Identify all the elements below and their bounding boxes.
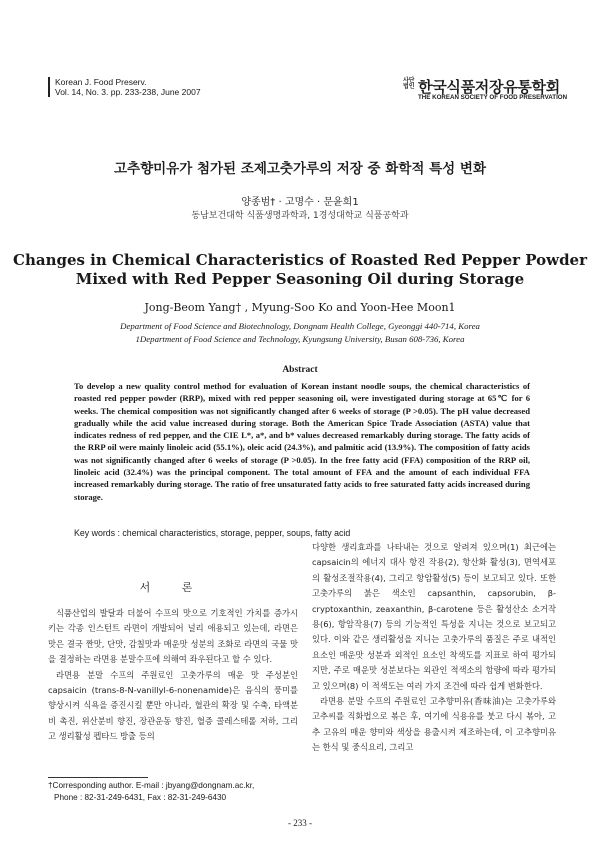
abstract-heading: Abstract — [282, 365, 318, 375]
abstract-text: To develop a new quality control method for evaluation of Korean instant noodle soups, the chemical characteristics of roasted red pepper powder (RRP), mixed with red pepper seasoning oil, were investigated during storage at 65℃ for 6 weeks. The chemical composition was not significantly changed after 6 weeks of storage (P >0.05). The pH value decreased gradually while the acid value increased during storage. Both the American Spice Trade Association (ASTA) value that indicates redness of red pepper, and the CIE L*, a*, and b* values decreased remarkably during storage. The fatty acids of the RRP oil were mainly linoleic acid (55.1%), oleic acid (24.3%), and palmitic acid (13.9%). The composition of fatty acids was not significantly changed after 6 weeks of storage (P >0.05). In the free fatty acid (FFA) composition of the RRP oil, linoleic acid (32.4%) was the principal component. The total amount of FFA and the amount of each individual FFA increased remarkably during storage. The ratio of free unsaturated fatty acids to free saturated fatty acids increased during storage. — [74, 381, 530, 502]
paragraph: 다양한 생리효과를 나타내는 것으로 알려져 있으며(1) 최근에는 capsaicin의 에너지 대사 항진 작용(2), 항산화 활성(3), 면역세포의 활성조절작용(4), 그리고 항암활성(5) 등이 보고되고 있다. 또한 고춧가루의 붉은 색소인 capsanthin, capsorubin, β-cryptoxanthin, zeaxanthin, β-carotene 등은 활성산소 소거작용(6), 항암작용(7) 등의 기능적인 특성을 지니는 것으로 보고되고 있다. 이와 같은 생리활성을 지니는 고춧가루의 품질은 주로 내적인 요소인 매운맛 성분과 외적인 요소인 착색도를 지표로 하여 평가되지만, 주로 매운맛 성분보다는 외관인 적색소의 함량에 따라 평가되고 있으며(8) 이 적색도는 여러 가지 조건에 따라 쉽게 변화한다. — [312, 542, 556, 691]
english-affiliation — [0, 320, 600, 346]
english-title — [0, 251, 600, 289]
section-heading-introduction: 서 론 — [139, 581, 207, 594]
english-authors: Jong-Beom Yang† , Myung-Soo Ko and Yoon-Hee Moon1 — [144, 301, 456, 314]
korean-affiliation: 동남보건대학 식품생명과학과, 1경성대학교 식품공학과 — [191, 211, 409, 221]
society-logo — [403, 77, 568, 104]
footnote-divider — [48, 777, 148, 778]
paragraph: 식품산업의 발달과 더불어 수프의 맛으로 기호적인 가치를 증가시키는 각종 인스턴트 라면이 개발되어 널리 애용되고 있는데, 라면은 맛은 결국 짠맛, 단맛, 감칠맛과 매운맛 성분의 조화로 라면의 국물 맛을 결정하는 라면용 분말수프에 의해여 좌우된다고 할 수 있다. — [48, 608, 298, 665]
korean-title: 고추향미유가 첨가된 조제고춧가루의 저장 중 화학적 특성 변화 — [114, 161, 486, 177]
society-seal: 사단 법인 — [403, 77, 415, 90]
affiliation-1: Department of Food Science and Biotechnology, Dongnam Health College, Gyeonggi 440-714, Korea — [120, 321, 480, 331]
korean-authors: 양종범† · 고명수 · 문윤희1 — [241, 197, 359, 208]
footnote-email: †Corresponding author. E-mail : jbyang@dongnam.ac.kr, — [48, 781, 255, 790]
journal-volume: Vol. 14, No. 3. pp. 233-238, June 2007 — [55, 87, 201, 97]
affiliation-2: 1Department of Food Science and Technology, Kyungsung University, Busan 608-736, Korea — [135, 334, 465, 344]
english-title-line2: Mixed with Red Pepper Seasoning Oil during Storage — [75, 270, 525, 288]
journal-citation — [48, 77, 201, 97]
english-title-line1: Changes in Chemical Characteristics of Roasted Red Pepper Powder — [13, 251, 587, 269]
page-number: - 233 - — [288, 818, 312, 828]
corresponding-author-footnote — [48, 780, 254, 804]
body-left-column — [48, 606, 298, 745]
society-english-name: THE KOREAN SOCIETY OF FOOD PRESERVATION — [418, 94, 568, 101]
journal-name: Korean J. Food Preserv. — [55, 77, 147, 87]
paragraph: 라면용 분말 수프의 주원료인 고춧가루의 매운 맛 주성분인 capsaicin (trans-8-N-vanillyl-6-nonenamide)은 음식의 풍미를 향상시켜 식욕을 증진시킬 뿐만 아니라, 혈관의 확장 및 수축, 타액분비 촉진, 위산분비 향진, 장관운동 향진, 혈증 콜레스테롤 저하, 그리고 생리활성 펩타드 방출 등의 — [48, 669, 298, 742]
keywords: Key words : chemical characteristics, storage, pepper, soups, fatty acid — [74, 528, 351, 538]
footnote-phone: Phone : 82-31-249-6431, Fax : 82-31-249-6430 — [54, 793, 227, 802]
body-right-column — [312, 540, 556, 756]
paragraph: 라면용 분말 수프의 주원료인 고추향미유(香味油)는 고춧가루와 고추씨를 직화법으로 볶은 후, 여기에 식용유를 붓고 다시 볶아, 고추 고유의 매운 향미와 색상을 용출시켜 제조하는데, 이 고추향미유는 한식 및 중식요리, 그리고 — [312, 696, 556, 753]
society-korean-name: 한국식품저장유통학회 — [418, 78, 560, 96]
